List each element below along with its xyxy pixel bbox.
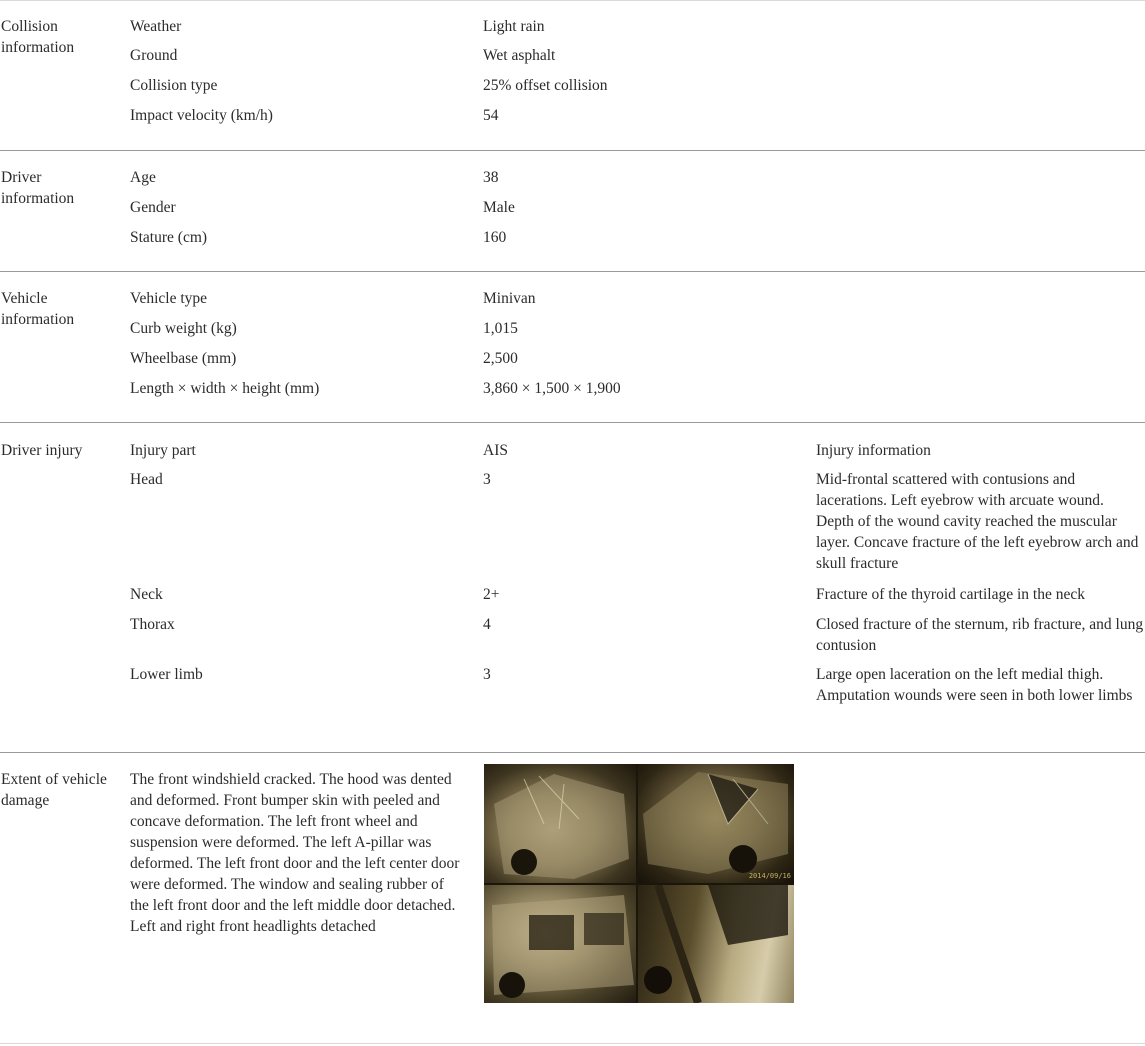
row-value: Light rain [483,18,545,35]
injury-ais: 3 [483,471,491,488]
row-value: 160 [483,229,507,246]
row-value: 1,015 [483,320,518,337]
row-value: 25% offset collision [483,77,608,94]
injury-info: Mid-frontal scattered with contusions and lacerations. Left eyebrow with arcuate wound. Depth of the wound cavity reached the muscular layer. Concave fracture of the left eyebrow arch and skull fracture [816,471,1139,572]
section-label-damage: Extent of vehicle damage [1,771,107,809]
row-label: Stature (cm) [130,229,208,246]
injury-info: Large open laceration on the left medial thigh. Amputation wounds were seen in both lower limbs [816,666,1133,704]
injury-part: Lower limb [130,666,203,683]
row-label: Curb weight (kg) [130,320,237,337]
injury-ais: 4 [483,616,491,633]
row-value: 3,860 × 1,500 × 1,900 [483,380,621,397]
injury-part: Head [130,471,163,488]
row-label: Weather [130,18,182,35]
damage-photo-front-left [484,764,636,883]
section-divider [0,150,1145,151]
injury-ais: 2+ [483,586,500,603]
table-top-rule [0,0,1145,1]
row-value: Male [483,199,515,216]
damage-photo-front-right [638,764,794,883]
row-value: 38 [483,169,499,186]
section-label-collision: Collision information [1,18,75,56]
injury-info: Fracture of the thyroid cartilage in the neck [816,586,1085,603]
section-label-vehicle: Vehicle information [1,290,75,328]
row-value: 54 [483,107,499,124]
row-value: Minivan [483,290,536,307]
row-label: Collision type [130,77,218,94]
section-divider [0,752,1145,753]
injury-ais: 3 [483,666,491,683]
column-header-injury-info: Injury information [816,442,931,459]
section-divider [0,422,1145,423]
photo-date-stamp: 2014/09/16 [748,872,791,880]
section-label-injury: Driver injury [1,442,83,459]
row-label: Ground [130,47,178,64]
damage-description: The front windshield cracked. The hood was dented and deformed. Front bumper skin with peeled and concave deformation. The left front wheel and suspension were deformed. The left A-pillar was deformed. The left front door and the left center door were deformed. The window and sealing rubber of the left front door and the left middle door detached. Left and right front headlights detached [130,771,460,935]
column-header-injury-part: Injury part [130,442,196,459]
row-label: Length × width × height (mm) [130,380,320,397]
row-value: 2,500 [483,350,518,367]
injury-part: Thorax [130,616,175,633]
section-divider [0,271,1145,272]
damage-photo-side [484,885,636,1003]
injury-info: Closed fracture of the sternum, rib fracture, and lung contusion [816,616,1144,654]
row-label: Wheelbase (mm) [130,350,237,367]
damage-photo-door [638,885,794,1003]
vehicle-damage-photos [484,764,794,1003]
row-label: Vehicle type [130,290,208,307]
row-label: Age [130,169,156,186]
column-header-ais: AIS [483,442,508,459]
row-value: Wet asphalt [483,47,556,64]
injury-part: Neck [130,586,163,603]
table-bottom-rule [0,1043,1145,1044]
section-label-driver: Driver information [1,169,75,207]
row-label: Impact velocity (km/h) [130,107,273,124]
row-label: Gender [130,199,176,216]
